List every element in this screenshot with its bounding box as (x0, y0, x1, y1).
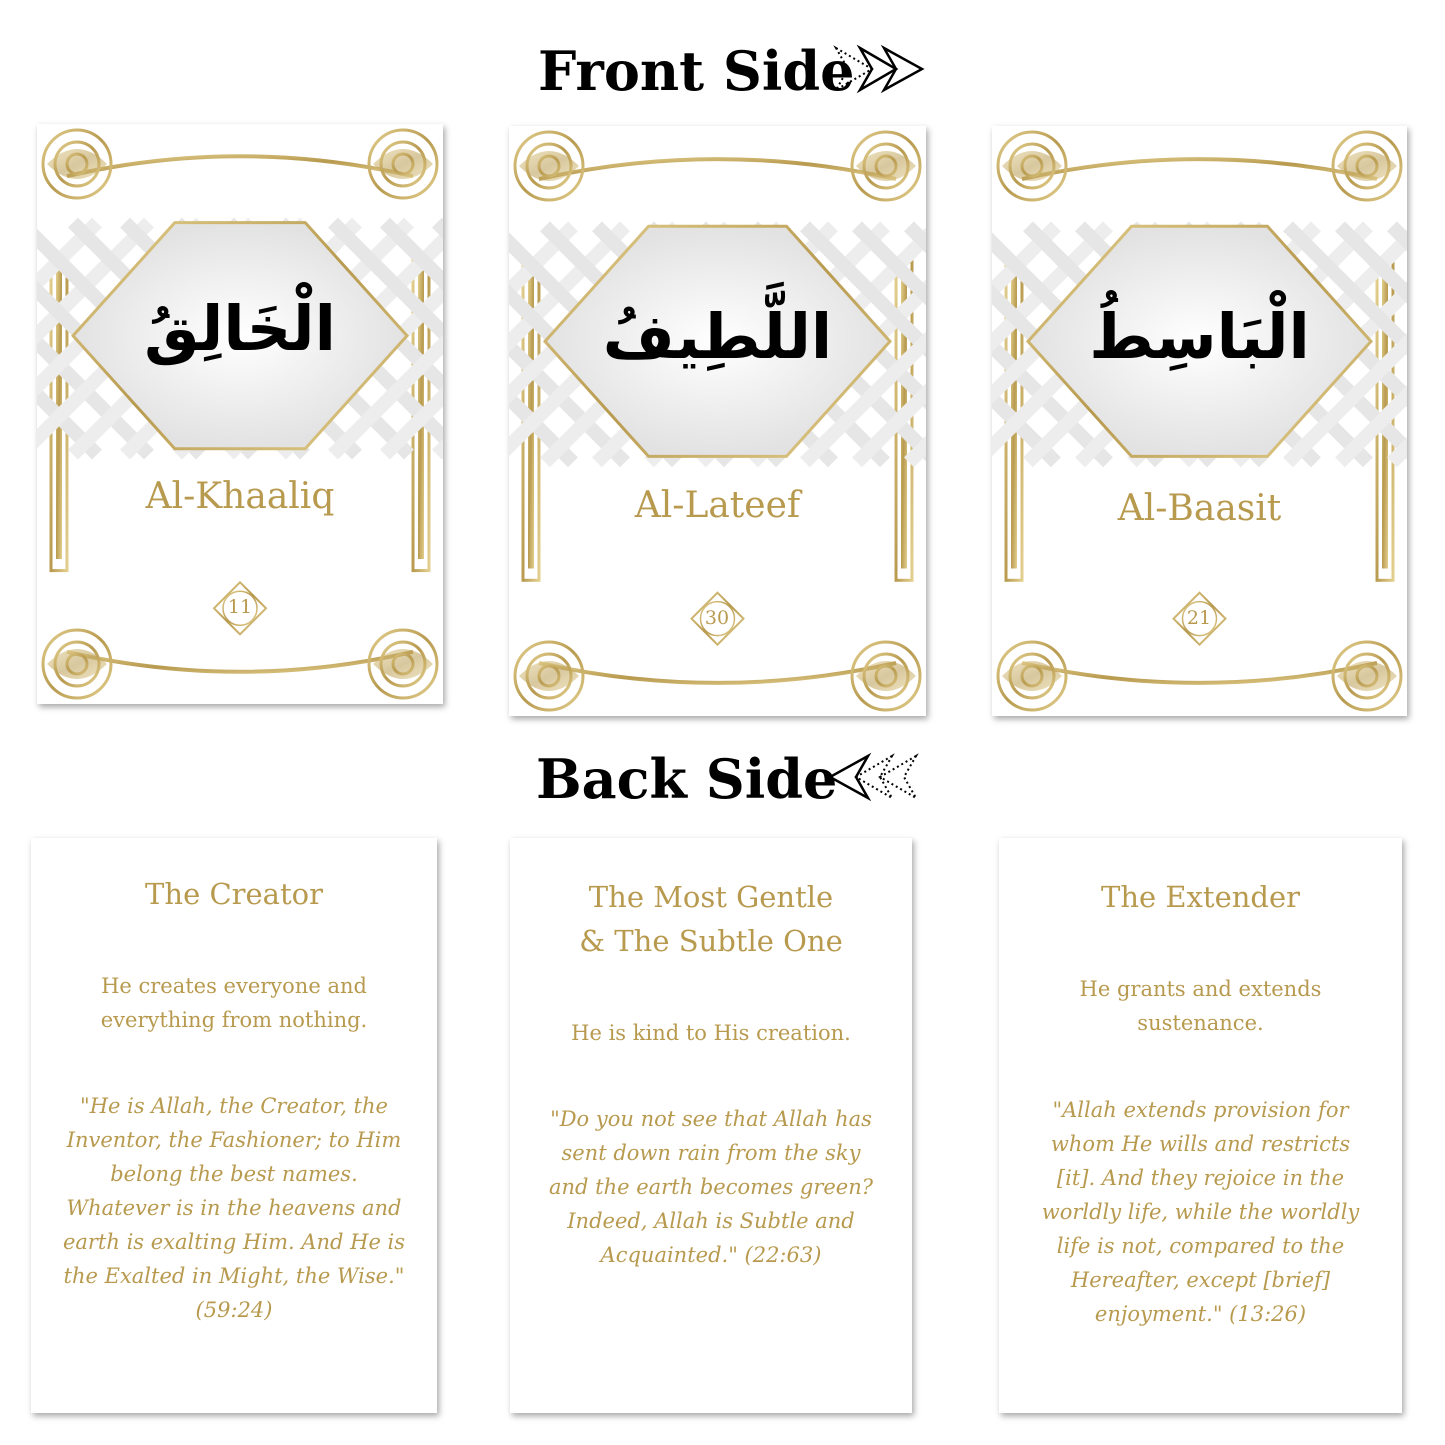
transliterated-name: Al-Lateef (634, 485, 801, 526)
verse-line: Acquainted." (22:63) (600, 1243, 822, 1267)
double-chevron-left-icon (824, 752, 920, 802)
frame-arch (539, 159, 896, 179)
card-number: 21 (1186, 607, 1212, 629)
frame-arch (1022, 663, 1377, 683)
verse-line: belong the best names. (110, 1162, 358, 1186)
verse-line: "Do you not see that Allah has (550, 1107, 872, 1131)
verse-line: Hereafter, except [brief] (1070, 1268, 1331, 1292)
verse-line: (59:24) (195, 1298, 273, 1322)
back-card-the-extender (999, 838, 1402, 1413)
frame-arch (539, 663, 896, 683)
card-number: 11 (227, 596, 253, 618)
verse-line: worldly life, while the worldly (1041, 1200, 1360, 1224)
arabic-name: الْبَاسِطُ (1089, 300, 1310, 373)
verse-line: Indeed, Allah is Subtle and (567, 1209, 855, 1233)
verse-line: and the earth becomes green? (548, 1175, 874, 1199)
front-card-al-baasit (992, 126, 1407, 716)
quran-verse (51, 1089, 417, 1327)
title-line: The Most Gentle (588, 880, 834, 914)
transliterated-name: Al-Khaaliq (145, 476, 335, 517)
description-line: sustenance. (1137, 1011, 1264, 1035)
verse-line: "He is Allah, the Creator, the (80, 1094, 388, 1118)
meaning-description (51, 969, 417, 1037)
verse-line: whom He wills and restricts (1050, 1132, 1351, 1156)
quran-verse (530, 1102, 892, 1272)
front-side-heading: Front Side (538, 39, 855, 103)
meaning-description (530, 1016, 892, 1050)
quran-verse (1019, 1093, 1382, 1331)
verse-line: Inventor, the Fashioner; to Him (66, 1128, 402, 1152)
arabic-name: اللَّطِيفُ (602, 300, 833, 373)
card-number: 30 (704, 607, 730, 629)
meaning-description (1019, 972, 1382, 1040)
verse-line: earth is exalting Him. And He is (62, 1230, 406, 1254)
verse-line: enjoyment." (13:26) (1094, 1302, 1307, 1326)
frame-arch (67, 652, 413, 672)
meaning-title (1019, 875, 1382, 919)
meaning-title (530, 875, 892, 963)
verse-line: the Exalted in Might, the Wise." (63, 1264, 405, 1288)
title-line: & The Subtle One (579, 924, 843, 958)
frame-arch (67, 156, 413, 176)
verse-line: sent down rain from the sky (561, 1141, 861, 1165)
front-card-al-lateef (509, 126, 926, 716)
description-line: everything from nothing. (100, 1008, 368, 1032)
back-side-heading: Back Side (536, 747, 838, 811)
verse-line: life is not, compared to the (1056, 1234, 1345, 1258)
back-card-the-creator (31, 838, 437, 1413)
description-line: He is kind to His creation. (571, 1021, 851, 1045)
double-chevron-right-icon (832, 44, 928, 94)
verse-line: Whatever is in the heavens and (66, 1196, 402, 1220)
arabic-name: الْخَالِقُ (144, 292, 336, 365)
verse-line: [it]. And they rejoice in the (1056, 1166, 1345, 1190)
description-line: He grants and extends (1079, 977, 1322, 1001)
back-card-the-most-gentle (510, 838, 912, 1413)
frame-arch (1022, 159, 1377, 179)
title-line: The Extender (1100, 880, 1300, 914)
front-card-al-khaaliq (37, 124, 443, 704)
meaning-title (51, 872, 417, 916)
verse-line: "Allah extends provision for (1052, 1098, 1349, 1122)
transliterated-name: Al-Baasit (1117, 488, 1282, 529)
description-line: He creates everyone and (101, 974, 367, 998)
title-line: The Creator (145, 877, 323, 911)
